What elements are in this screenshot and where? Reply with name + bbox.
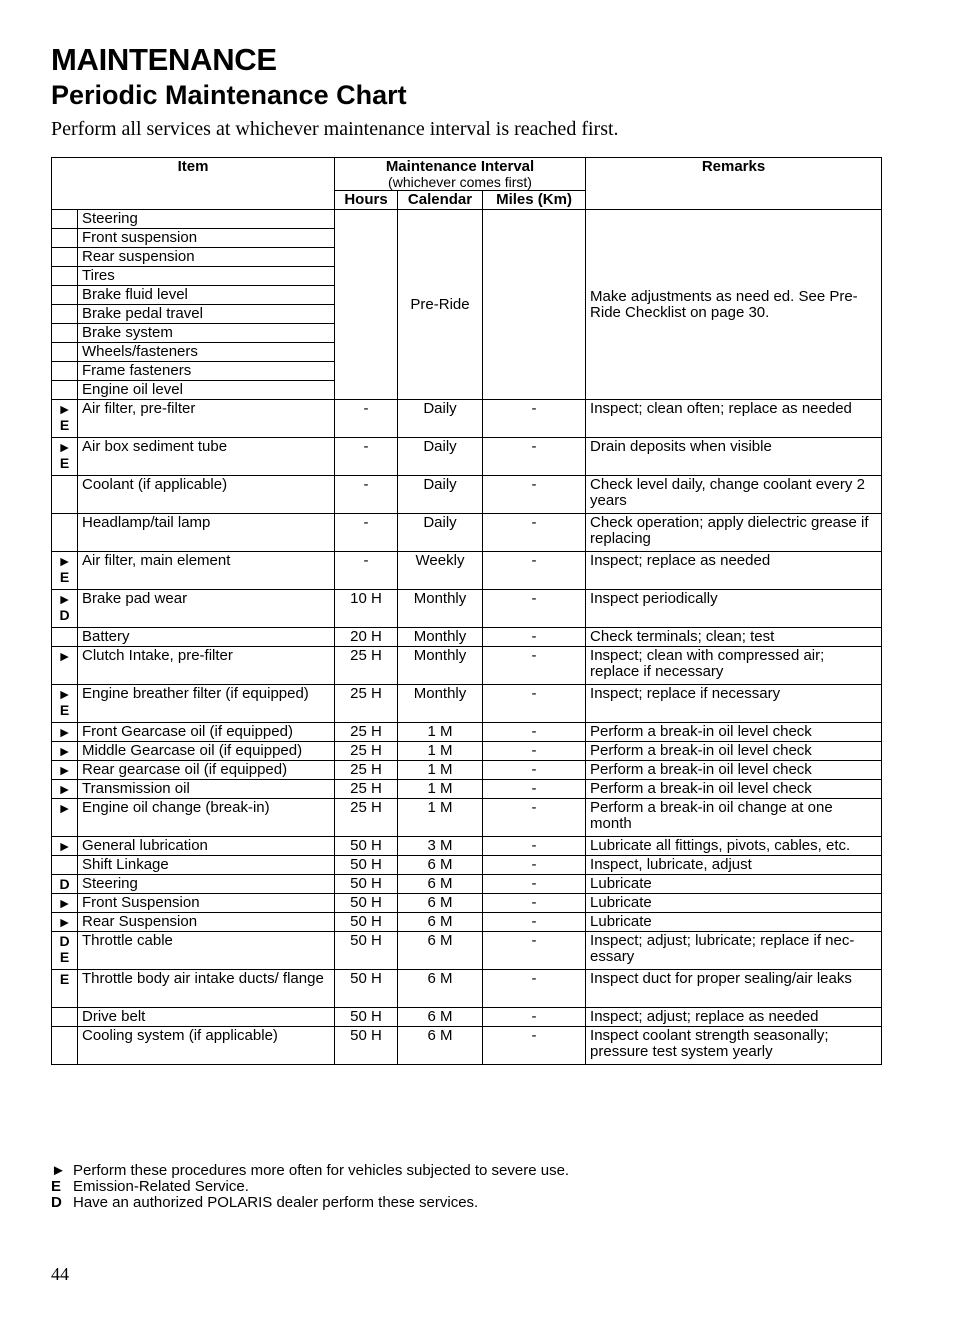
calendar-cell: 6 M bbox=[398, 913, 483, 932]
table-row bbox=[52, 780, 882, 799]
miles-cell bbox=[483, 210, 586, 400]
calendar-cell: 6 M bbox=[398, 1008, 483, 1027]
calendar-cell: 6 M bbox=[398, 875, 483, 894]
row-mark bbox=[52, 856, 78, 875]
row-mark bbox=[52, 210, 78, 229]
row-mark: ► bbox=[52, 894, 78, 913]
miles-cell: - bbox=[483, 761, 586, 780]
interval-title: Maintenance Interval bbox=[385, 158, 535, 175]
hours-cell: 50 H bbox=[335, 913, 398, 932]
row-mark: ► bbox=[52, 837, 78, 856]
hours-cell: 50 H bbox=[335, 1008, 398, 1027]
item-header: Item bbox=[52, 158, 335, 210]
calendar-cell: 6 M bbox=[398, 932, 483, 970]
miles-cell: - bbox=[483, 647, 586, 685]
table-row bbox=[52, 970, 882, 1008]
footnote bbox=[51, 1179, 569, 1195]
interval-note: (whichever comes first) bbox=[388, 174, 532, 190]
hours-cell: 50 H bbox=[335, 837, 398, 856]
item-cell: Cooling system (if applicable) bbox=[78, 1027, 335, 1065]
hours-cell: 25 H bbox=[335, 761, 398, 780]
item-cell: Rear Suspension bbox=[78, 913, 335, 932]
item-cell: Battery bbox=[78, 628, 335, 647]
calendar-cell: Daily bbox=[398, 514, 483, 552]
table-row bbox=[52, 514, 882, 552]
table-row bbox=[52, 932, 882, 970]
miles-cell: - bbox=[483, 1027, 586, 1065]
item-cell: Wheels/fasteners bbox=[78, 343, 335, 362]
hours-cell: 20 H bbox=[335, 628, 398, 647]
calendar-cell: Monthly bbox=[398, 590, 483, 628]
table-row bbox=[52, 628, 882, 647]
calendar-cell: Monthly bbox=[398, 647, 483, 685]
footnotes bbox=[51, 1163, 569, 1211]
calendar-cell: 6 M bbox=[398, 856, 483, 875]
row-mark: ► bbox=[52, 647, 78, 685]
remarks-cell: Make adjustments as need ed. See Pre-Ride Checklist on page 30. bbox=[586, 210, 882, 400]
item-cell: Air filter, main element bbox=[78, 552, 335, 590]
hours-cell: 25 H bbox=[335, 723, 398, 742]
item-cell: Steering bbox=[78, 875, 335, 894]
table-row bbox=[52, 476, 882, 514]
row-mark: ► bbox=[52, 742, 78, 761]
calendar-cell: 1 M bbox=[398, 723, 483, 742]
chart-body bbox=[52, 210, 882, 1065]
row-mark bbox=[52, 381, 78, 400]
footnote-key: ► bbox=[51, 1162, 66, 1179]
item-cell: Front suspension bbox=[78, 229, 335, 248]
hours-cell: 25 H bbox=[335, 799, 398, 837]
hours-cell: 50 H bbox=[335, 875, 398, 894]
miles-cell: - bbox=[483, 780, 586, 799]
interval-header bbox=[335, 158, 586, 191]
miles-cell: - bbox=[483, 628, 586, 647]
row-mark bbox=[52, 514, 78, 552]
table-row bbox=[52, 856, 882, 875]
miles-cell: - bbox=[483, 913, 586, 932]
calendar-cell: 1 M bbox=[398, 742, 483, 761]
item-cell: Air box sediment tube bbox=[78, 438, 335, 476]
miles-cell: - bbox=[483, 742, 586, 761]
footnote bbox=[51, 1163, 569, 1179]
item-cell: Steering bbox=[78, 210, 335, 229]
item-cell: Rear suspension bbox=[78, 248, 335, 267]
row-mark: ► D bbox=[52, 590, 78, 628]
miles-cell: - bbox=[483, 856, 586, 875]
item-cell: Brake system bbox=[78, 324, 335, 343]
item-cell: Engine breather filter (if equipped) bbox=[78, 685, 335, 723]
item-cell: Throttle cable bbox=[78, 932, 335, 970]
miles-cell: - bbox=[483, 590, 586, 628]
row-mark: ► E bbox=[52, 552, 78, 590]
hours-cell bbox=[335, 210, 398, 400]
item-cell: Front Gearcase oil (if equipped) bbox=[78, 723, 335, 742]
table-row bbox=[52, 647, 882, 685]
row-mark bbox=[52, 324, 78, 343]
item-cell: Coolant (if applicable) bbox=[78, 476, 335, 514]
hours-cell: - bbox=[335, 400, 398, 438]
item-cell: Frame fasteners bbox=[78, 362, 335, 381]
hours-cell: 25 H bbox=[335, 742, 398, 761]
miles-cell: - bbox=[483, 723, 586, 742]
calendar-cell: 1 M bbox=[398, 780, 483, 799]
remarks-cell: Check operation; apply dielectric grease if replacing bbox=[586, 514, 882, 552]
table-row bbox=[52, 400, 882, 438]
item-cell: Drive belt bbox=[78, 1008, 335, 1027]
miles-cell: - bbox=[483, 685, 586, 723]
remarks-cell: Perform a break-in oil level check bbox=[586, 780, 882, 799]
footnote-text: Perform these procedures more often for vehicles subjected to severe use. bbox=[73, 1162, 570, 1179]
hours-cell: 10 H bbox=[335, 590, 398, 628]
item-cell: Headlamp/tail lamp bbox=[78, 514, 335, 552]
hours-cell: 25 H bbox=[335, 647, 398, 685]
miles-cell: - bbox=[483, 932, 586, 970]
miles-header: Miles (Km) bbox=[483, 191, 586, 210]
row-mark: D bbox=[52, 875, 78, 894]
miles-cell: - bbox=[483, 970, 586, 1008]
row-mark: D E bbox=[52, 932, 78, 970]
row-mark bbox=[52, 229, 78, 248]
calendar-cell: 6 M bbox=[398, 970, 483, 1008]
footnote-key: D bbox=[51, 1194, 62, 1211]
item-cell: Front Suspension bbox=[78, 894, 335, 913]
remarks-cell: Inspect; adjust; replace as needed bbox=[586, 1008, 882, 1027]
intro-text: Perform all services at whichever maintenance interval is reached first. bbox=[51, 118, 619, 140]
item-cell: Middle Gearcase oil (if equipped) bbox=[78, 742, 335, 761]
row-mark: ► bbox=[52, 780, 78, 799]
calendar-cell: Daily bbox=[398, 476, 483, 514]
item-cell: Air filter, pre-filter bbox=[78, 400, 335, 438]
hours-cell: 50 H bbox=[335, 1027, 398, 1065]
remarks-cell: Lubricate bbox=[586, 875, 882, 894]
remarks-cell: Perform a break-in oil level check bbox=[586, 742, 882, 761]
calendar-cell: Daily bbox=[398, 438, 483, 476]
miles-cell: - bbox=[483, 438, 586, 476]
hours-cell: 25 H bbox=[335, 685, 398, 723]
miles-cell: - bbox=[483, 514, 586, 552]
item-cell: Tires bbox=[78, 267, 335, 286]
calendar-cell: 6 M bbox=[398, 894, 483, 913]
miles-cell: - bbox=[483, 894, 586, 913]
row-mark: ► E bbox=[52, 685, 78, 723]
row-mark: ► bbox=[52, 913, 78, 932]
remarks-cell: Perform a break-in oil change at one month bbox=[586, 799, 882, 837]
maintenance-chart bbox=[51, 157, 882, 1065]
row-mark bbox=[52, 476, 78, 514]
item-cell: Transmission oil bbox=[78, 780, 335, 799]
row-mark bbox=[52, 305, 78, 324]
miles-cell: - bbox=[483, 552, 586, 590]
table-row bbox=[52, 837, 882, 856]
table-row bbox=[52, 723, 882, 742]
remarks-header: Remarks bbox=[586, 158, 882, 210]
item-cell: Shift Linkage bbox=[78, 856, 335, 875]
remarks-cell: Lubricate bbox=[586, 913, 882, 932]
calendar-cell: Monthly bbox=[398, 628, 483, 647]
table-row bbox=[52, 742, 882, 761]
remarks-cell: Inspect; clean often; replace as needed bbox=[586, 400, 882, 438]
calendar-cell: 1 M bbox=[398, 761, 483, 780]
remarks-cell: Inspect coolant strength seasonally; pressure test system yearly bbox=[586, 1027, 882, 1065]
remarks-cell: Check level daily, change coolant every 2 years bbox=[586, 476, 882, 514]
hours-cell: 25 H bbox=[335, 780, 398, 799]
item-cell: Brake pad wear bbox=[78, 590, 335, 628]
remarks-cell: Inspect periodically bbox=[586, 590, 882, 628]
miles-cell: - bbox=[483, 400, 586, 438]
footnote bbox=[51, 1195, 569, 1211]
remarks-cell: Inspect; replace as needed bbox=[586, 552, 882, 590]
remarks-cell: Lubricate bbox=[586, 894, 882, 913]
table-row bbox=[52, 761, 882, 780]
table-row bbox=[52, 438, 882, 476]
remarks-cell: Check terminals; clean; test bbox=[586, 628, 882, 647]
row-mark: ► bbox=[52, 799, 78, 837]
table-row bbox=[52, 210, 882, 229]
section-heading: Periodic Maintenance Chart bbox=[51, 80, 407, 110]
page-number: 44 bbox=[51, 1264, 69, 1284]
row-mark bbox=[52, 343, 78, 362]
row-mark bbox=[52, 286, 78, 305]
calendar-cell: 6 M bbox=[398, 1027, 483, 1065]
table-row bbox=[52, 799, 882, 837]
remarks-cell: Lubricate all fittings, pivots, cables, etc. bbox=[586, 837, 882, 856]
row-mark: ► E bbox=[52, 400, 78, 438]
hours-cell: - bbox=[335, 438, 398, 476]
item-cell: Rear gearcase oil (if equipped) bbox=[78, 761, 335, 780]
remarks-cell: Inspect; replace if necessary bbox=[586, 685, 882, 723]
miles-cell: - bbox=[483, 476, 586, 514]
item-cell: General lubrication bbox=[78, 837, 335, 856]
item-cell: Throttle body air intake ducts/ flange bbox=[78, 970, 335, 1008]
remarks-cell: Inspect duct for proper sealing/air leaks bbox=[586, 970, 882, 1008]
page-heading: MAINTENANCE bbox=[51, 42, 277, 77]
table-row bbox=[52, 1027, 882, 1065]
hours-header: Hours bbox=[335, 191, 398, 210]
hours-cell: - bbox=[335, 514, 398, 552]
footnote-text: Emission-Related Service. bbox=[73, 1178, 249, 1195]
remarks-cell: Drain deposits when visible bbox=[586, 438, 882, 476]
miles-cell: - bbox=[483, 1008, 586, 1027]
table-row bbox=[52, 894, 882, 913]
miles-cell: - bbox=[483, 799, 586, 837]
table-row bbox=[52, 590, 882, 628]
item-cell: Brake pedal travel bbox=[78, 305, 335, 324]
row-mark: ► bbox=[52, 761, 78, 780]
row-mark: E bbox=[52, 970, 78, 1008]
row-mark: ► E bbox=[52, 438, 78, 476]
miles-cell: - bbox=[483, 837, 586, 856]
remarks-cell: Inspect; adjust; lubricate; replace if nec-essary bbox=[586, 932, 882, 970]
calendar-cell: 3 M bbox=[398, 837, 483, 856]
calendar-cell: Weekly bbox=[398, 552, 483, 590]
calendar-header: Calendar bbox=[398, 191, 483, 210]
row-mark bbox=[52, 267, 78, 286]
hours-cell: - bbox=[335, 552, 398, 590]
hours-cell: 50 H bbox=[335, 894, 398, 913]
table-row bbox=[52, 1008, 882, 1027]
item-cell: Engine oil change (break-in) bbox=[78, 799, 335, 837]
row-mark bbox=[52, 1008, 78, 1027]
row-mark bbox=[52, 628, 78, 647]
table-row bbox=[52, 685, 882, 723]
row-mark: ► bbox=[52, 723, 78, 742]
item-cell: Clutch Intake, pre-filter bbox=[78, 647, 335, 685]
calendar-cell: Pre-Ride bbox=[398, 210, 483, 400]
item-cell: Brake fluid level bbox=[78, 286, 335, 305]
remarks-cell: Perform a break-in oil level check bbox=[586, 761, 882, 780]
item-cell: Engine oil level bbox=[78, 381, 335, 400]
footnote-text: Have an authorized POLARIS dealer perform these services. bbox=[73, 1194, 479, 1211]
miles-cell: - bbox=[483, 875, 586, 894]
hours-cell: 50 H bbox=[335, 856, 398, 875]
hours-cell: 50 H bbox=[335, 970, 398, 1008]
calendar-cell: Monthly bbox=[398, 685, 483, 723]
row-mark bbox=[52, 248, 78, 267]
table-row bbox=[52, 913, 882, 932]
row-mark bbox=[52, 1027, 78, 1065]
remarks-cell: Inspect; clean with compressed air; replace if necessary bbox=[586, 647, 882, 685]
table-row bbox=[52, 875, 882, 894]
table-row bbox=[52, 552, 882, 590]
remarks-cell: Perform a break-in oil level check bbox=[586, 723, 882, 742]
calendar-cell: 1 M bbox=[398, 799, 483, 837]
row-mark bbox=[52, 362, 78, 381]
hours-cell: - bbox=[335, 476, 398, 514]
footnote-key: E bbox=[51, 1178, 62, 1195]
hours-cell: 50 H bbox=[335, 932, 398, 970]
calendar-cell: Daily bbox=[398, 400, 483, 438]
remarks-cell: Inspect, lubricate, adjust bbox=[586, 856, 882, 875]
